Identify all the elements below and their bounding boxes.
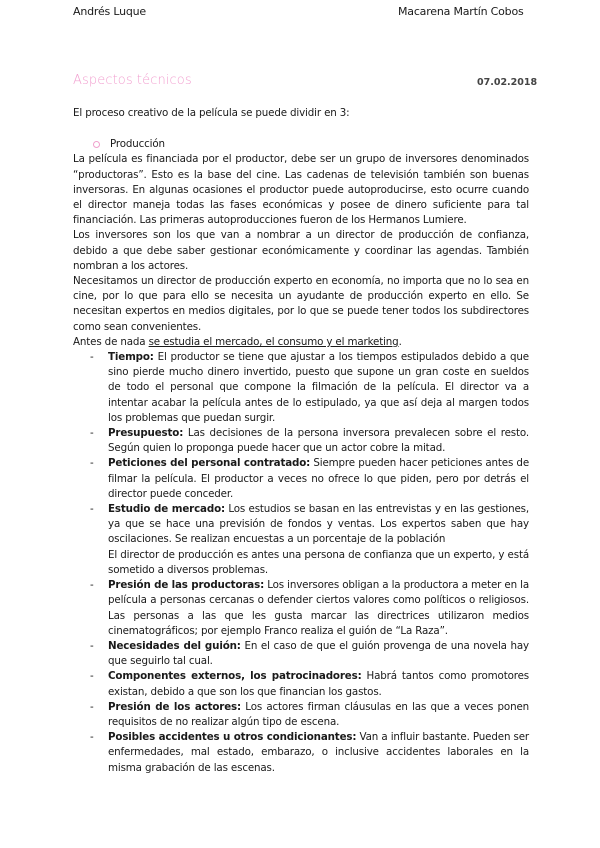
section-title: Aspectos técnicos (73, 73, 192, 88)
document-date: 07.02.2018 (477, 77, 538, 88)
list-item (73, 700, 529, 730)
list-item (73, 639, 529, 669)
list-item-term: Estudio de mercado: (108, 503, 225, 516)
header-author-right: Macarena Martín Cobos (398, 5, 524, 18)
paragraph: Los inversores son los que van a nombrar a un director de producción de confianza, debido a que debe saber gestionar económicamente y coordinar las agendas. También nombran a los actores. (73, 229, 529, 272)
list-item-term: Componentes externos, los patrocinadores: (108, 670, 362, 683)
list-item-term: Posibles accidentes u otros condicionantes: (108, 731, 357, 744)
dash-bullet-icon: - (90, 351, 94, 364)
dash-bullet-icon: - (90, 700, 94, 713)
list-item (73, 578, 529, 639)
list-item (73, 502, 529, 578)
dash-list (73, 350, 529, 776)
list-item-term: Presión de los actores: (108, 700, 241, 713)
dash-bullet-icon: - (90, 731, 94, 744)
dash-bullet-icon: - (90, 503, 94, 516)
dash-bullet-icon: - (90, 579, 94, 592)
list-item-term: Presión de las productoras: (108, 579, 265, 592)
list-item (73, 350, 529, 426)
sub-list-item-label: Producción (110, 138, 165, 151)
dash-bullet-icon: - (90, 639, 94, 652)
list-item (73, 456, 529, 502)
intro-text: El proceso creativo de la película se puede dividir en 3: (73, 107, 350, 119)
list-item-text: En el caso de que el guión provenga de una novela hay que seguirlo tal cual. (108, 639, 529, 668)
lead-end: . (398, 335, 402, 348)
document-body (73, 106, 529, 776)
paragraph: Necesitamos un director de producción experto en economía, no importa que no lo sea en cine, por lo que para ello se necesita un ayudante de producción experto en ello. Se necesitan expertos en medios digitales, por lo que se puede tener todos los subdirectores como sean convenientes. (73, 275, 529, 333)
list-item-term: Necesidades del guión: (108, 639, 241, 652)
list-item-text: Van a influir bastante. Pueden ser enfermedades, mal estado, embarazo, o inclusive accidentes laborales en la misma grabación de las escenas. (108, 731, 529, 774)
list-item-text: Los inversores obligan a la productora a meter en la película a personas cercanas o defender ciertos valores como políticos o religiosos. Las personas a las que les gusta marcar las directrices utilizaron medios cinematográficos; por ejemplo Franco realiza el guión de “La Raza”. (108, 579, 529, 637)
list-item (73, 426, 529, 456)
list-item-text: El productor se tiene que ajustar a los tiempos estipulados debido a que sino pierde mucho dinero invertido, puesto que supone un gran coste en sueldos de todo el personal que compone la filmación de la película. El director va a intentar acabar la película antes de lo estipulado, ya que así deja al margen todos los problemas que puedan surgir. (108, 351, 529, 424)
circle-bullet-icon (93, 141, 100, 148)
list-item-text: Siempre pueden hacer peticiones antes de filmar la película. El productor a veces no ofrece lo que piden, pero por detrás el director puede conceder. (108, 457, 529, 500)
sub-list-item (73, 137, 529, 152)
lead-text: Antes de nada (73, 335, 149, 348)
dash-bullet-icon: - (90, 427, 94, 440)
list-item-text: Las decisiones de la persona inversora prevalecen sobre el resto. Según quien lo proponga puede hacer que un actor cobre la mitad. (108, 427, 529, 455)
list-item-term: Tiempo: (108, 351, 154, 364)
list-item-text: Los actores firman cláusulas en las que a veces ponen requisitos de no realizar algún tipo de escena. (108, 700, 530, 728)
list-item (73, 730, 529, 776)
paragraph: La película es financiada por el productor, debe ser un grupo de inversores denominados “productoras”. Esto es la base del cine. Las cadenas de televisión también son buenas inversoras. En algunas ocasiones el productor puede autoproducirse, esto ocurre cuando el director maneja todas las fases económicas y posee de dinero suficiente para tal financiación. Las primeras autoproducciones fueron de los Hermanos Lumiere. (73, 153, 529, 227)
list-item-extra: El director de producción es antes una persona de confianza que un experto, y está sometido a diversos problemas. (108, 548, 529, 576)
list-item-term: Peticiones del personal contratado: (108, 457, 311, 470)
list-item-text: Los estudios se basan en las entrevistas y en las gestiones, ya que se hace una previsión de fondos y ventas. Los expertos saben que hay oscilaciones. Se realizan encuestas a un porcentaje de la población (108, 503, 529, 546)
header-author-left: Andrés Luque (73, 5, 146, 18)
dash-bullet-icon: - (90, 670, 94, 683)
lead-paragraph (73, 335, 529, 350)
dash-bullet-icon: - (90, 457, 94, 470)
list-item-term: Presupuesto: (108, 427, 184, 440)
list-item-text: Habrá tantos como promotores existan, debido a que son los que financian los gastos. (108, 670, 529, 698)
underlined-text: se estudia el mercado, el consumo y el marketing (148, 335, 399, 348)
list-item (73, 669, 529, 699)
